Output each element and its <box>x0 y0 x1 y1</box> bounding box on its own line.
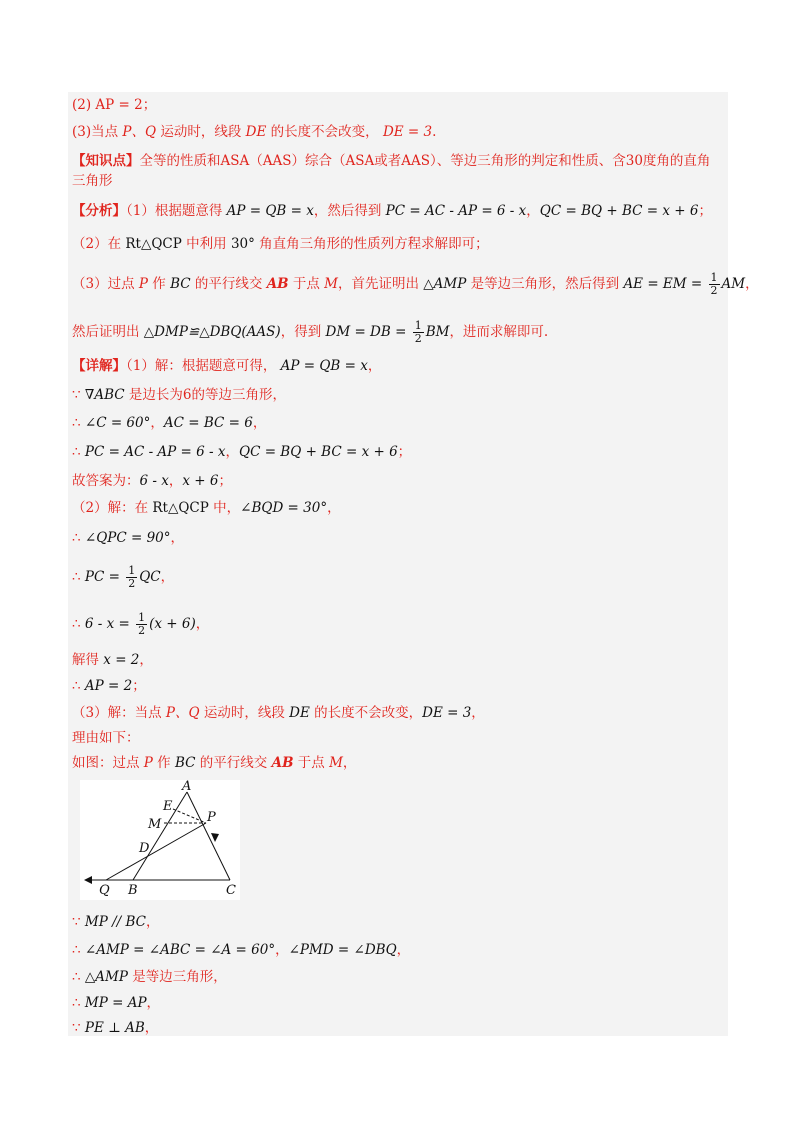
text-segment: 运动时，线段 <box>156 124 246 140</box>
fraction <box>136 612 147 637</box>
knowledge-point-text: 全等的性质和ASA（AAS）综合（ASA或者AAS）、等边三角形的判定和性质、含30度角的直角三角形 <box>72 153 711 189</box>
math-segment: ∠C = 60° <box>84 415 151 431</box>
math-segment: P <box>143 755 153 771</box>
math-segment: AC = BC = 6 <box>163 415 253 431</box>
math-segment: P、Q <box>165 705 200 721</box>
detail-line-4 <box>72 442 411 462</box>
text-segment: ； <box>132 678 146 694</box>
text-segment: 的长度不会改变， <box>309 705 423 721</box>
text-segment: （2）解：在 <box>72 500 153 516</box>
math-segment: BC <box>170 276 191 292</box>
fraction <box>126 565 137 590</box>
text-segment: ， <box>367 358 382 374</box>
label-E: E <box>163 799 173 814</box>
text-segment: （1）解：根据题意可得， <box>126 358 281 374</box>
text-segment: 中， <box>208 500 241 516</box>
detail-line-17 <box>72 967 227 987</box>
math-segment: M <box>329 755 343 771</box>
math-segment: (x + 6) <box>149 616 196 632</box>
text-segment: ，得到 <box>280 324 326 340</box>
math-segment: AB <box>266 276 289 292</box>
text-segment: 理由如下： <box>72 730 140 746</box>
geometry-figure <box>80 780 240 900</box>
detail-line-10 <box>72 650 153 670</box>
fraction <box>709 272 720 297</box>
detail-heading: 【详解】 <box>72 358 126 374</box>
math-segment: ∠BQD = 30° <box>240 500 328 516</box>
math-segment: ∠AMP = ∠ABC = ∠A = 60° <box>84 942 276 958</box>
detail-line-13 <box>72 728 140 748</box>
detail-line-15 <box>72 912 159 932</box>
text-segment: 作 <box>147 276 171 292</box>
text-segment: ， <box>160 569 175 585</box>
fraction <box>413 320 424 345</box>
text-segment: ，进而求解即可. <box>449 324 549 340</box>
text-segment: ∴ <box>72 995 85 1011</box>
answer-2-line <box>72 95 156 115</box>
text-segment: ， <box>195 616 210 632</box>
math-segment: P <box>138 276 148 292</box>
math-segment: AM <box>721 276 746 292</box>
text-segment: ，然后得到 <box>313 203 386 219</box>
text-segment: ∴ <box>72 530 85 546</box>
math-segment: QC = BQ + BC = x + 6 <box>239 444 398 460</box>
analysis-heading: 【分析】 <box>72 203 126 219</box>
math-segment: BM <box>425 324 450 340</box>
arrow-down-icon <box>211 833 219 842</box>
text-segment: 是等边三角形， <box>127 969 227 985</box>
math-segment: 6 - x <box>139 473 169 489</box>
label-P: P <box>207 810 216 825</box>
text-segment: 中利用 <box>181 236 231 252</box>
segment-AC <box>187 792 230 880</box>
denominator: 2 <box>710 284 718 297</box>
text-segment: ∴ <box>72 969 85 985</box>
text-segment: 于点 <box>293 755 330 771</box>
text-segment: 如图：过点 <box>72 755 144 771</box>
text-segment: 的平行线交 <box>195 755 272 771</box>
text-segment: ，首先证明出 <box>338 276 424 292</box>
math-segment: 30° <box>230 236 255 252</box>
math-segment: QC = BQ + BC = x + 6 <box>539 203 699 219</box>
text-segment: ， <box>471 705 485 721</box>
analysis-line-4 <box>72 320 548 345</box>
label-C: C <box>226 883 236 898</box>
denominator: 2 <box>138 624 146 637</box>
detail-line-16 <box>72 940 410 960</box>
math-segment: PC = <box>84 569 125 585</box>
math-segment: MP // BC <box>84 914 146 930</box>
knowledge-point-heading: 【知识点】 <box>72 153 140 169</box>
text-segment: (3)当点 <box>72 124 123 140</box>
math-segment: △AMP <box>84 969 128 985</box>
math-segment: ∇ABC <box>84 387 125 403</box>
text-segment: （3）解：当点 <box>72 705 166 721</box>
detail-line-19 <box>72 1018 158 1038</box>
math-segment: AP = QB = x <box>280 358 368 374</box>
segment-EP <box>173 809 206 823</box>
text-segment: ， <box>170 530 185 546</box>
denominator: 2 <box>414 332 422 345</box>
text-segment: 的平行线交 <box>190 276 267 292</box>
math-segment: PC = AC - AP = 6 - x <box>84 444 226 460</box>
detail-line-8 <box>72 565 174 590</box>
math-segment: DE <box>289 705 310 721</box>
text-segment: ∴ <box>72 444 85 460</box>
text-segment: ∵ <box>72 1020 85 1036</box>
math-segment: Rt△QCP <box>152 500 209 516</box>
math-segment: △AMP <box>423 276 467 292</box>
text-segment: ， <box>396 942 411 958</box>
numerator: 1 <box>138 611 146 624</box>
math-segment: x + 6 <box>182 473 219 489</box>
text-segment: ， <box>150 415 164 431</box>
text-segment: ∵ <box>72 914 85 930</box>
math-segment: ∠QPC = 90° <box>84 530 171 546</box>
text-segment: ； <box>218 473 232 489</box>
text-segment: ∵ <box>72 387 85 403</box>
answer-3-line <box>72 122 436 142</box>
text-segment: ∴ <box>72 415 85 431</box>
label-D: D <box>139 841 150 856</box>
text-segment: ∴ <box>72 616 85 632</box>
denominator: 2 <box>128 577 136 590</box>
analysis-line-3 <box>72 272 759 297</box>
detail-line-3 <box>72 413 266 433</box>
math-segment: P、Q <box>122 124 157 140</box>
analysis-line-1 <box>72 201 712 221</box>
label-A: A <box>182 780 192 794</box>
detail-line-12 <box>72 703 485 723</box>
text-segment: （3）过点 <box>72 276 139 292</box>
text-segment: 解得 <box>72 652 104 668</box>
text-segment: 是等边三角形，然后得到 <box>466 276 624 292</box>
math-segment: x = 2 <box>103 652 140 668</box>
numerator: 1 <box>128 564 136 577</box>
math-segment: AP = 2 <box>84 678 133 694</box>
text-segment: ， <box>745 276 759 292</box>
detail-line-18 <box>72 993 160 1013</box>
text-segment: ， <box>145 914 160 930</box>
text-segment: ， <box>139 652 153 668</box>
text-segment: ∴ <box>72 569 85 585</box>
arrow-left-icon <box>84 876 92 884</box>
math-segment: AP = QB = x <box>226 203 314 219</box>
text-segment: ， <box>146 995 161 1011</box>
text-segment: ∴ <box>72 678 85 694</box>
text-segment: ， <box>327 500 341 516</box>
text-segment: 运动时，线段 <box>199 705 290 721</box>
label-M: M <box>148 817 162 832</box>
text-segment: ； <box>397 444 412 460</box>
label-B: B <box>128 883 138 898</box>
detail-line-9 <box>72 612 209 637</box>
text-segment: ， <box>168 473 183 489</box>
math-segment: AE = EM = <box>623 276 707 292</box>
answer-2-text: (2) AP = 2； <box>72 97 157 113</box>
text-segment: （1）根据题意得 <box>126 203 227 219</box>
numerator: 1 <box>414 319 422 332</box>
text-segment: 然后证明出 <box>72 324 144 340</box>
math-segment: MP = AP <box>84 995 147 1011</box>
text-segment: 故答案为： <box>72 473 140 489</box>
text-segment: ， <box>526 203 540 219</box>
math-segment: AB <box>271 755 294 771</box>
math-segment: DE <box>245 124 267 140</box>
math-segment: QC <box>139 569 161 585</box>
detail-line-2 <box>72 385 286 405</box>
text-segment: ， <box>144 1020 159 1036</box>
detail-line-11 <box>72 676 146 696</box>
math-segment: PC = AC - AP = 6 - x <box>385 203 527 219</box>
math-segment: PE ⊥ AB <box>84 1020 145 1036</box>
math-segment: DM = DB = <box>325 324 411 340</box>
math-segment: BC <box>174 755 196 771</box>
text-segment: . <box>432 124 437 140</box>
knowledge-point-line <box>72 151 722 191</box>
text-segment: 作 <box>152 755 175 771</box>
detail-line-14 <box>72 753 356 773</box>
numerator: 1 <box>710 271 718 284</box>
text-segment: 角直角三角形的性质列方程求解即可； <box>254 236 489 252</box>
math-segment: Rt△QCP <box>125 236 182 252</box>
text-segment: （2）在 <box>72 236 126 252</box>
math-segment: DE = 3 <box>382 124 433 140</box>
math-segment: △DMP≌△DBQ(AAS) <box>143 324 281 340</box>
text-segment: ∴ <box>72 942 85 958</box>
text-segment: 是边长为6的等边三角形， <box>124 387 286 403</box>
text-segment: ， <box>342 755 357 771</box>
label-Q: Q <box>99 883 110 898</box>
analysis-line-2 <box>72 234 489 254</box>
text-segment: 的长度不会改变， <box>266 124 383 140</box>
detail-line-1 <box>72 356 381 376</box>
text-segment: 于点 <box>288 276 325 292</box>
detail-line-7 <box>72 528 184 548</box>
text-segment: ， <box>252 415 267 431</box>
math-segment: ∠PMD = ∠DBQ <box>288 942 397 958</box>
text-segment: ； <box>698 203 712 219</box>
segment-AB <box>133 792 187 880</box>
math-segment: M <box>324 276 338 292</box>
detail-line-6 <box>72 498 341 518</box>
text-segment: ， <box>275 942 289 958</box>
text-segment: ， <box>225 444 239 460</box>
math-segment: 6 - x = <box>84 616 135 632</box>
math-segment: DE = 3 <box>422 705 472 721</box>
detail-line-5 <box>72 471 232 491</box>
